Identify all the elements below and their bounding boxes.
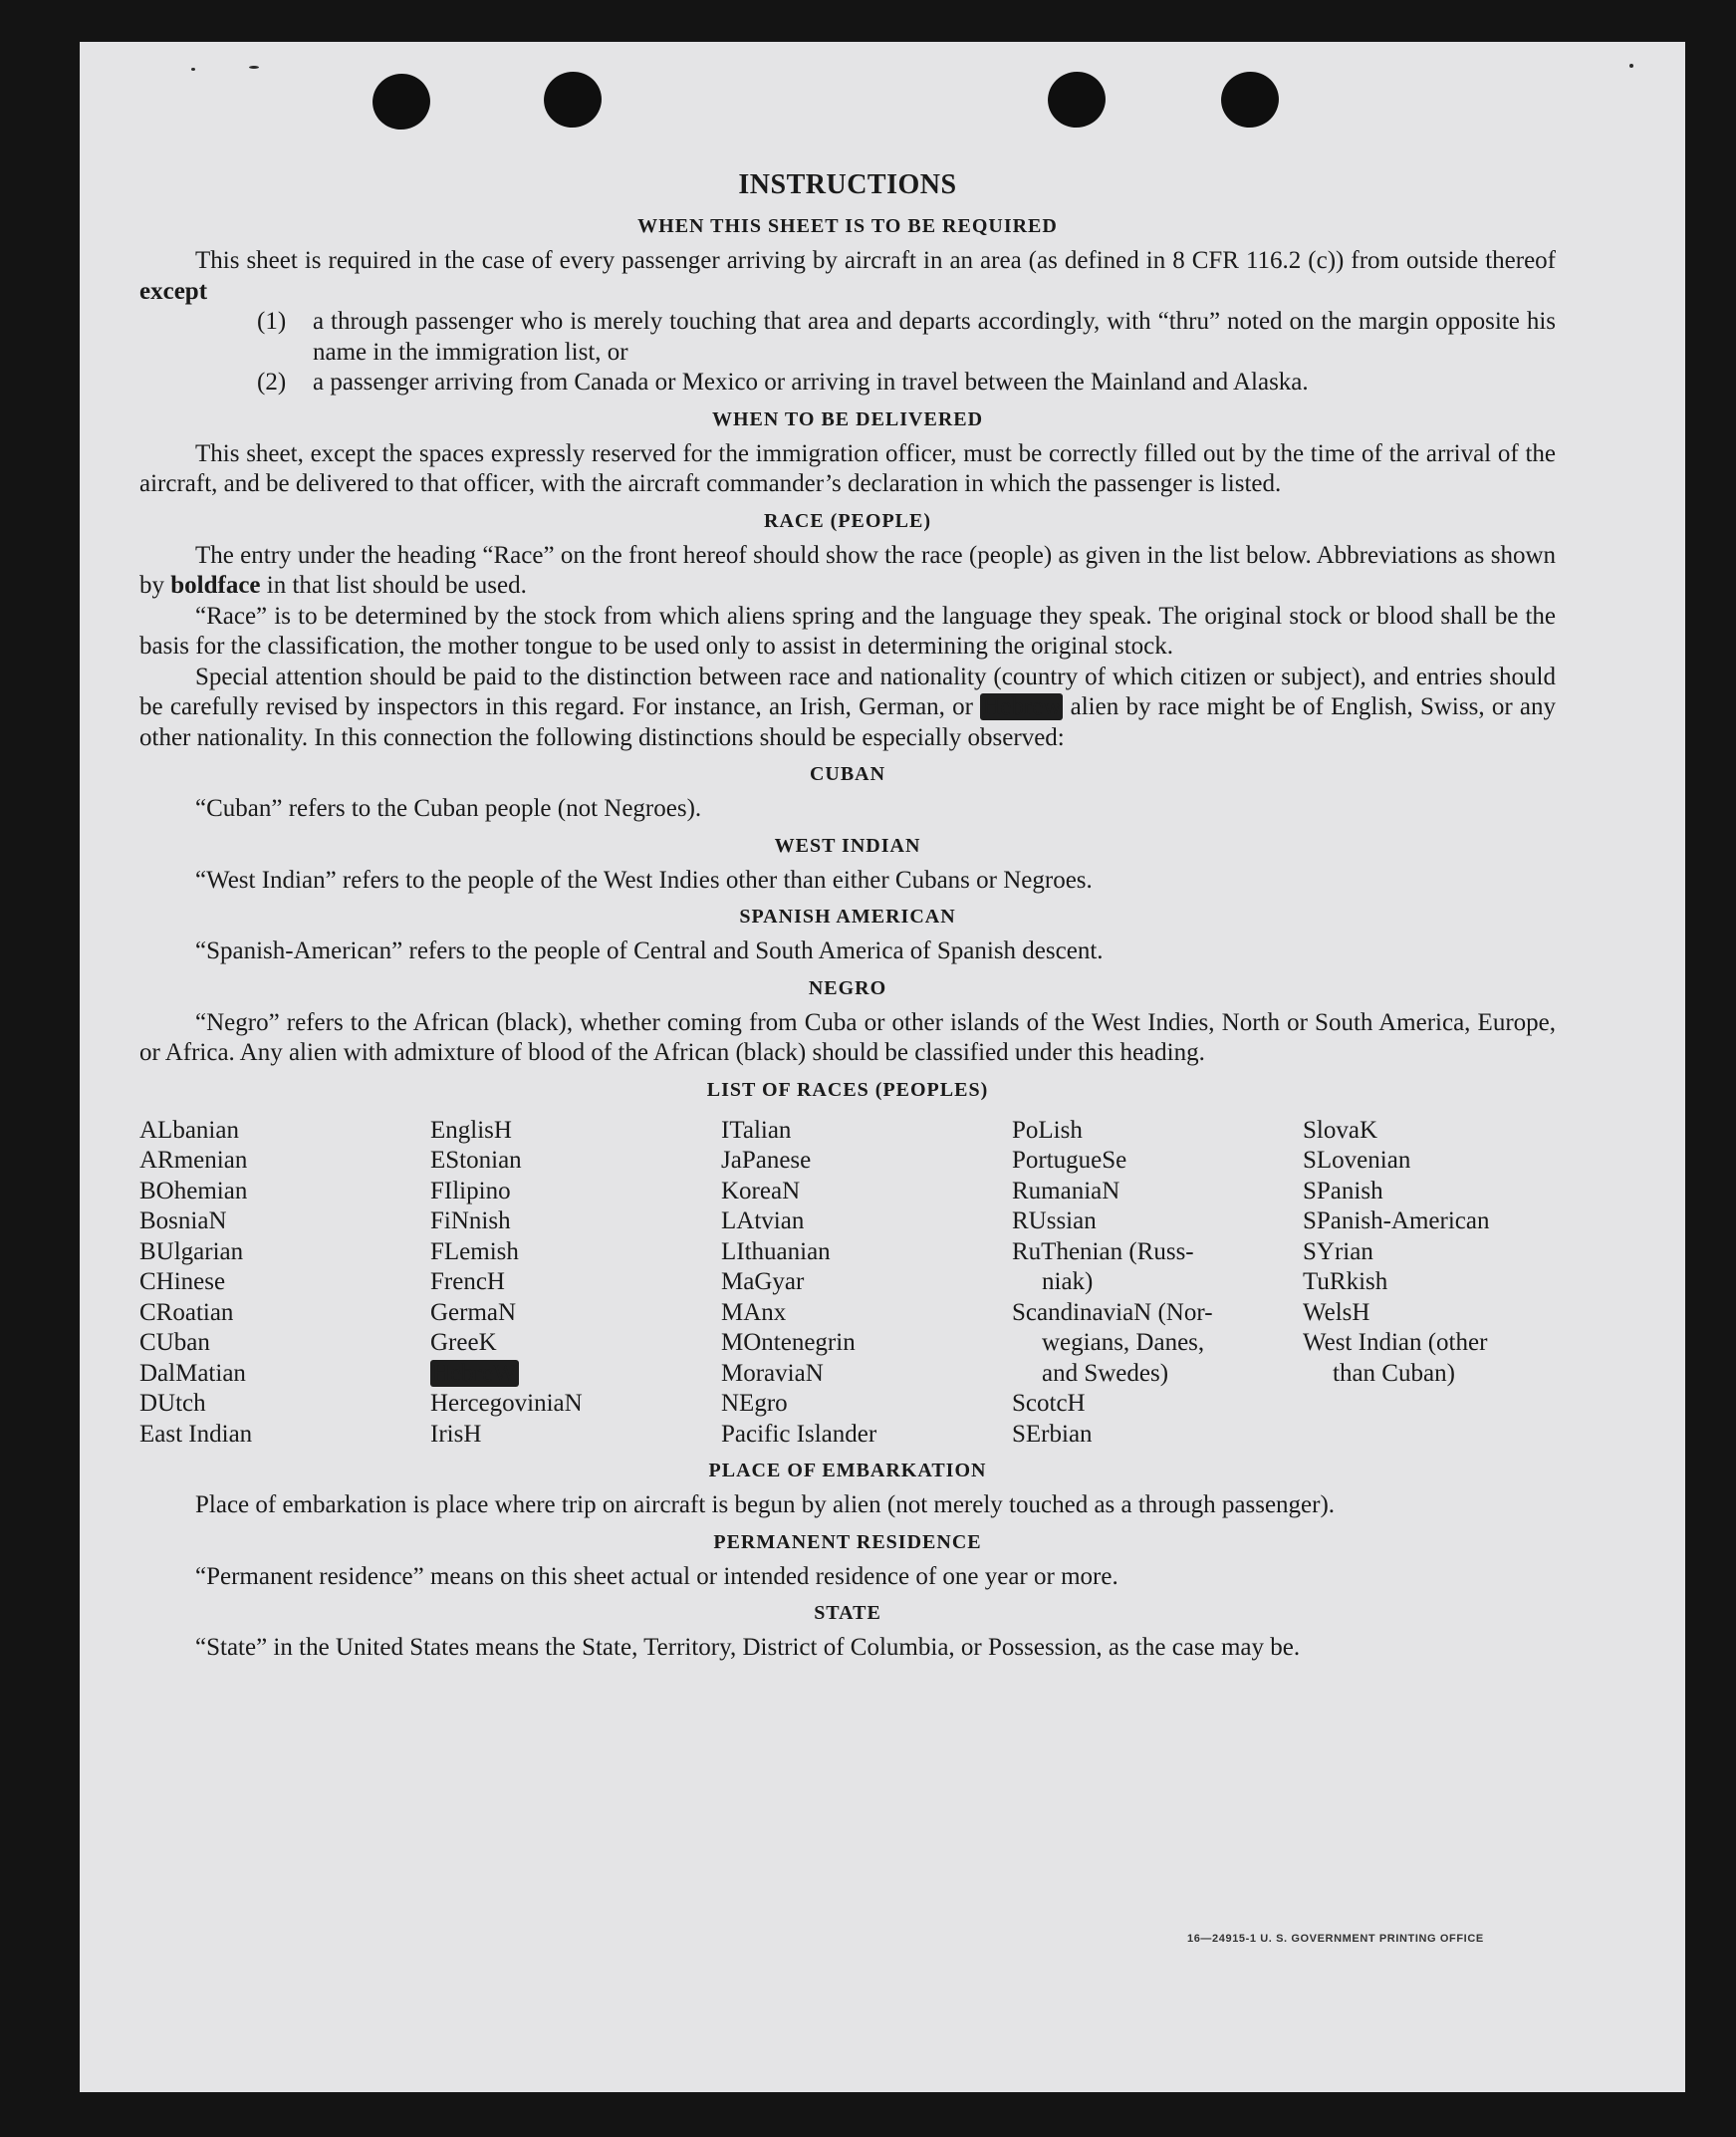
punch-hole <box>1043 67 1111 134</box>
list-item: Pacific Islander <box>721 1420 877 1448</box>
list-item: GermaN <box>430 1298 517 1326</box>
list-item-continuation: wegians, Danes, <box>1042 1329 1205 1356</box>
list-item: CHinese <box>139 1268 226 1295</box>
list-item <box>430 1359 721 1390</box>
instructions-body <box>139 169 1556 1664</box>
list-item: LIthuanian <box>721 1237 831 1265</box>
list-item: NEgro <box>721 1390 788 1417</box>
list-item: GreeK <box>430 1329 497 1356</box>
list-item: ScotcH <box>1012 1390 1086 1417</box>
section-heading: LIST OF RACES (PEOPLES) <box>706 1078 989 1101</box>
list-item: SYrian <box>1303 1237 1373 1265</box>
paragraph: “Cuban” refers to the Cuban people (not Negroes). <box>195 795 702 822</box>
document-sheet <box>80 42 1685 2092</box>
race-column <box>430 1116 721 1451</box>
list-item: MaGyar <box>721 1268 805 1295</box>
redacted-word: HebreW <box>432 1359 517 1387</box>
dust-speck <box>249 66 259 69</box>
list-item: SErbian <box>1012 1420 1093 1448</box>
list-item: TuRkish <box>1303 1268 1388 1295</box>
punch-hole <box>1216 67 1284 134</box>
list-item: (1) a through passenger who is merely touching that area and departs accordingly, with “thru” noted on the margin opposite his name in the immigration list, or <box>257 308 1556 366</box>
list-item: CUban <box>139 1329 210 1356</box>
race-column <box>139 1116 430 1451</box>
list-item-continuation: than Cuban) <box>1333 1359 1455 1387</box>
list-item: PortugueSe <box>1012 1147 1127 1174</box>
list-item: IrisH <box>430 1420 482 1448</box>
section-heading: PERMANENT RESIDENCE <box>713 1530 982 1553</box>
list-item: SPanish <box>1303 1177 1383 1204</box>
redacted-word: Hebrew <box>982 693 1062 720</box>
paragraph: Special attention should be paid to the distinction between race and nationality (country of which citizen or subject), and entries should be carefully revised by inspectors in this regard. For instance, an Irish, German, or Hebrew alien by race might be of English, Swiss, or any other nationality. In this connection the following distinctions should be especially observed: <box>139 663 1556 751</box>
list-item: ARmenian <box>139 1147 248 1174</box>
list-item: FIlipino <box>430 1177 511 1204</box>
list-item: MoraviaN <box>721 1359 824 1387</box>
punch-hole <box>368 69 435 135</box>
list-item: BUlgarian <box>139 1237 244 1265</box>
page-title: INSTRUCTIONS <box>738 169 957 200</box>
section-heading: CUBAN <box>809 763 886 785</box>
paragraph: “West Indian” refers to the people of the West Indies other than either Cubans or Negroes. <box>195 866 1093 894</box>
list-item: BOhemian <box>139 1177 248 1204</box>
paragraph: “Permanent residence” means on this sheet actual or intended residence of one year or more. <box>195 1562 1118 1590</box>
list-item: (2) a passenger arriving from Canada or Mexico or arriving in travel between the Mainland and Alaska. <box>257 369 1309 396</box>
printer-imprint: 16—24915-1 U. S. GOVERNMENT PRINTING OFFICE <box>1187 1933 1484 1945</box>
section-heading: NEGRO <box>808 976 887 999</box>
paragraph: The entry under the heading “Race” on the front hereof should show the race (people) as given in the list below. Abbreviations as shown by boldface in that list should be used. <box>139 541 1556 599</box>
punch-hole <box>539 67 607 134</box>
list-item: JaPanese <box>721 1147 812 1174</box>
dust-speck <box>1629 64 1633 68</box>
race-column <box>721 1116 1012 1451</box>
list-item: BosniaN <box>139 1207 227 1234</box>
list-item: PoLish <box>1012 1116 1083 1144</box>
paragraph: This sheet is required in the case of every passenger arriving by aircraft in an area (as defined in 8 CFR 116.2 (c)) from outside thereof except <box>139 247 1556 305</box>
list-item: SlovaK <box>1303 1116 1377 1144</box>
paragraph: “Race” is to be determined by the stock from which aliens spring and the language they speak. The original stock or blood shall be the basis for the classification, the mother tongue to be used only to assist in determining the original stock. <box>139 602 1556 660</box>
section-heading: WHEN THIS SHEET IS TO BE REQUIRED <box>637 215 1058 237</box>
race-column <box>1303 1116 1594 1451</box>
race-column <box>1012 1116 1303 1451</box>
paragraph: Place of embarkation is place where trip on aircraft is begun by alien (not merely touched as a through passenger). <box>195 1491 1336 1518</box>
paragraph: “Spanish-American” refers to the people of Central and South America of Spanish descent. <box>195 937 1104 964</box>
paragraph: “Negro” refers to the African (black), whether coming from Cuba or other islands of the West Indies, North or South America, Europe, or Africa. Any alien with admixture of blood of the African (black) should be classified under this heading. <box>139 1008 1556 1066</box>
list-item: ScandinaviaN (Nor- <box>1012 1298 1213 1326</box>
list-item: ALbanian <box>139 1116 239 1144</box>
list-item: KoreaN <box>721 1177 801 1204</box>
list-item: East Indian <box>139 1420 253 1448</box>
list-item: DUtch <box>139 1390 206 1417</box>
list-item: EStonian <box>430 1147 522 1174</box>
paragraph: This sheet, except the spaces expressly reserved for the immigration officer, must be correctly filled out by the time of the arrival of the aircraft, and be delivered to that officer, with the aircraft commander’s declaration in which the passenger is listed. <box>139 439 1556 497</box>
list-item: FLemish <box>430 1237 519 1265</box>
list-item: ITalian <box>721 1116 792 1144</box>
list-item: WelsH <box>1303 1298 1370 1326</box>
list-item: DalMatian <box>139 1359 246 1387</box>
list-item: SLovenian <box>1303 1147 1411 1174</box>
list-item: RUssian <box>1012 1207 1097 1234</box>
list-item: HercegoviniaN <box>430 1390 583 1417</box>
list-item: CRoatian <box>139 1298 234 1326</box>
section-heading: WEST INDIAN <box>774 834 921 857</box>
race-list <box>139 1116 1556 1451</box>
list-item: LAtvian <box>721 1207 805 1234</box>
list-item: RumaniaN <box>1012 1177 1120 1204</box>
list-item: FrencH <box>430 1268 505 1295</box>
section-heading: WHEN TO BE DELIVERED <box>711 407 984 430</box>
list-item-continuation: niak) <box>1042 1268 1094 1295</box>
list-item: EnglisH <box>430 1116 512 1144</box>
dust-speck <box>191 68 195 71</box>
section-heading: SPANISH AMERICAN <box>739 906 956 928</box>
list-item: MOntenegrin <box>721 1329 856 1356</box>
list-item: MAnx <box>721 1298 787 1326</box>
section-heading: STATE <box>814 1602 881 1624</box>
paragraph: “State” in the United States means the State, Territory, District of Columbia, or Possession, as the case may be. <box>195 1634 1301 1661</box>
list-item: RuThenian (Russ- <box>1012 1237 1194 1265</box>
section-heading: RACE (PEOPLE) <box>764 509 931 532</box>
list-item: FiNnish <box>430 1207 511 1234</box>
list-item: SPanish-American <box>1303 1207 1490 1234</box>
list-item: West Indian (other <box>1303 1329 1488 1356</box>
list-item-continuation: and Swedes) <box>1042 1359 1169 1387</box>
section-heading: PLACE OF EMBARKATION <box>708 1460 987 1481</box>
